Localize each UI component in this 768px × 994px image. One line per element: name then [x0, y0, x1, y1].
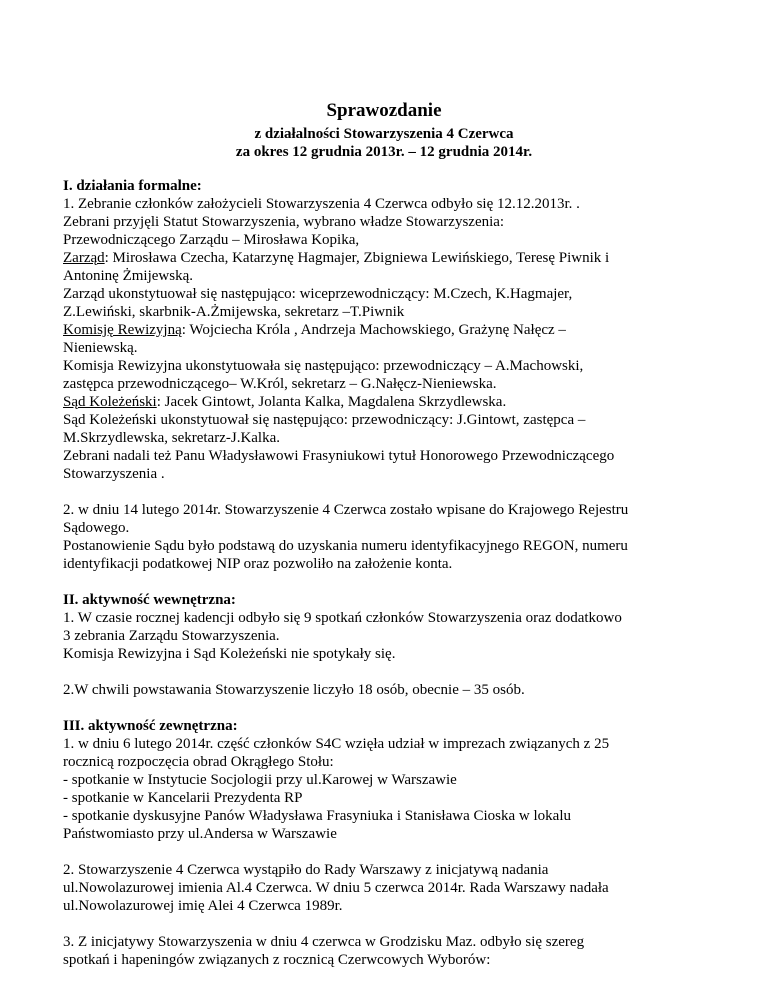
text-line: Nieniewską.	[63, 340, 138, 356]
text-line: Zebrani przyjęli Statut Stowarzyszenia, wybrano władze Stowarzyszenia:	[63, 214, 505, 230]
text-line: 3 zebrania Zarządu Stowarzyszenia.	[63, 628, 280, 644]
text-line: 1. Zebranie członków założycieli Stowarzyszenia 4 Czerwca odbyło się 12.12.2013r. .	[63, 196, 580, 212]
list-item: - spotkanie w Kancelarii Prezydenta RP	[63, 790, 303, 806]
text-line: Z.Lewiński, skarbnik-A.Żmijewska, sekretarz –T.Piwnik	[63, 304, 405, 320]
text-line: ul.Nowolazurowej imienia Al.4 Czerwca. W dniu 5 czerwca 2014r. Rada Warszawy nadała	[63, 880, 609, 896]
text-line	[63, 249, 743, 267]
text-line: zastępca przewodniczącego– W.Król, sekretarz – G.Nałęcz-Nieniewska.	[63, 376, 497, 392]
text-line: 2. w dniu 14 lutego 2014r. Stowarzyszenie 4 Czerwca zostało wpisane do Krajowego Rejestru	[63, 502, 629, 518]
section-heading: III. aktywność zewnętrzna:	[63, 718, 238, 734]
text-line: Przewodniczącego Zarządu – Mirosława Kopika,	[63, 232, 360, 248]
text-line	[63, 321, 743, 339]
text-line: Sąd Koleżeński ukonstytuował się następująco: przewodniczący: J.Gintowt, zastępca –	[63, 412, 586, 428]
text-line: 2. Stowarzyszenie 4 Czerwca wystąpiło do Rady Warszawy z inicjatywą nadania	[63, 862, 549, 878]
text-line: Stowarzyszenia .	[63, 466, 165, 482]
text-line: Zarząd ukonstytuował się następująco: wiceprzewodniczący: M.Czech, K.Hagmajer,	[63, 286, 573, 302]
text-line: Państwomiasto przy ul.Andersa w Warszawie	[63, 826, 337, 842]
komisja-label: Komisję Rewizyjną	[63, 322, 182, 338]
document-title: Sprawozdanie	[326, 100, 442, 121]
text-line: Antoninę Żmijewską.	[63, 268, 193, 284]
document-subtitle: z działalności Stowarzyszenia 4 Czerwca	[254, 126, 514, 142]
document-period: za okres 12 grudnia 2013r. – 12 grudnia 2014r.	[235, 144, 533, 160]
text-line	[63, 393, 743, 411]
text-line: ul.Nowolazurowej imię Alei 4 Czerwca 1989r.	[63, 898, 343, 914]
text-line: Zebrani nadali też Panu Władysławowi Frasyniukowi tytuł Honorowego Przewodniczącego	[63, 448, 615, 464]
text-line: M.Skrzydlewska, sekretarz-J.Kalka.	[63, 430, 281, 446]
text-line: Sądowego.	[63, 520, 130, 536]
text-line: Komisja Rewizyjna i Sąd Koleżeński nie spotykały się.	[63, 646, 396, 662]
zarzad-members: : Mirosława Czecha, Katarzynę Hagmajer, Zbigniewa Lewińskiego, Teresę Piwnik i	[104, 250, 610, 266]
section-heading: I. działania formalne:	[63, 178, 202, 194]
list-item: - spotkanie w Instytucie Socjologii przy ul.Karowej w Warszawie	[63, 772, 457, 788]
sad-members: : Jacek Gintowt, Jolanta Kalka, Magdalena Skrzydlewska.	[156, 394, 507, 410]
sad-label: Sąd Koleżeński	[63, 394, 157, 410]
text-line: identyfikacji podatkowej NIP oraz pozwoliło na założenie konta.	[63, 556, 453, 572]
text-line: 1. w dniu 6 lutego 2014r. część członków S4C wzięła udział w imprezach związanych z 25	[63, 736, 610, 752]
text-line: Komisja Rewizyjna ukonstytuowała się następująco: przewodniczący – A.Machowski,	[63, 358, 584, 374]
text-line: 1. W czasie rocznej kadencji odbyło się 9 spotkań członków Stowarzyszenia oraz dodatkowo	[63, 610, 622, 626]
text-line: 3. Z inicjatywy Stowarzyszenia w dniu 4 czerwca w Grodzisku Maz. odbyło się szereg	[63, 934, 585, 950]
section-heading: II. aktywność wewnętrzna:	[63, 592, 236, 608]
text-line: 2.W chwili powstawania Stowarzyszenie liczyło 18 osób, obecnie – 35 osób.	[63, 682, 525, 698]
text-line: rocznicą rozpoczęcia obrad Okrągłego Stołu:	[63, 754, 334, 770]
komisja-members: : Wojciecha Króla , Andrzeja Machowskiego, Grażynę Nałęcz –	[181, 322, 566, 338]
zarzad-label: Zarząd	[63, 250, 105, 266]
text-line: Postanowienie Sądu było podstawą do uzyskania numeru identyfikacyjnego REGON, numeru	[63, 538, 628, 554]
report-body	[63, 177, 743, 969]
text-line: spotkań i hapeningów związanych z rocznicą Czerwcowych Wyborów:	[63, 952, 491, 968]
list-item: - spotkanie dyskusyjne Panów Władysława Frasyniuka i Stanisława Cioska w lokalu	[63, 808, 571, 824]
